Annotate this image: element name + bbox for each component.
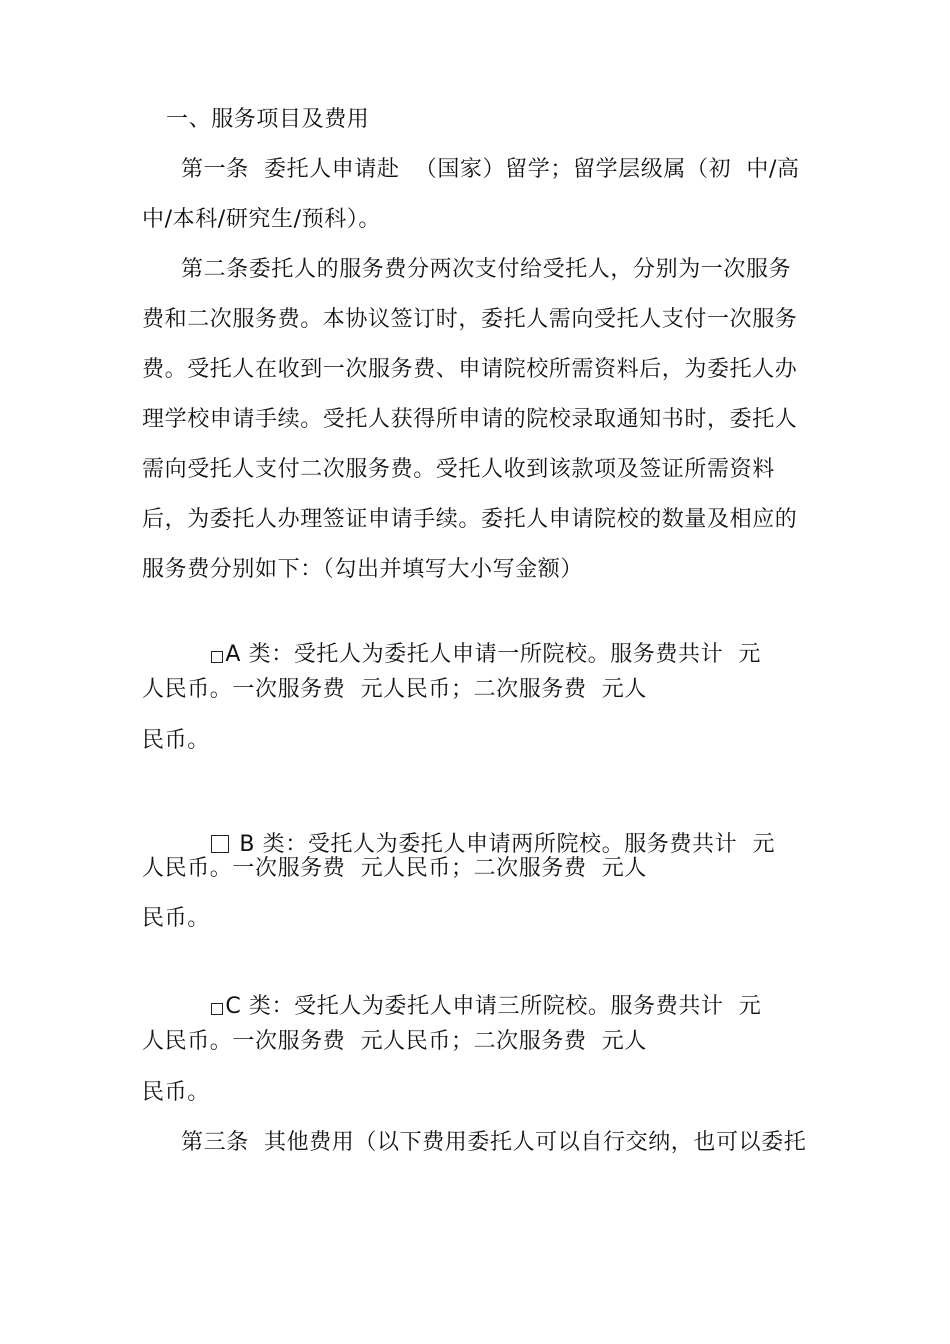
option-a-line-3: 民币。	[142, 728, 210, 753]
option-b-line-2: 人民币。一次服务费 元人民币；二次服务费 元人	[142, 856, 647, 881]
option-b-text: B 类：受托人为委托人申请两所院校。服务费共计 元	[239, 832, 776, 857]
option-c-line-2: 人民币。一次服务费 元人民币；二次服务费 元人	[142, 1029, 647, 1054]
article-3-line-1: 第三条 其他费用（以下费用委托人可以自行交纳，也可以委托	[181, 1130, 807, 1155]
article-2-line-6: 后，为委托人办理签证申请手续。委托人申请院校的数量及相应的	[142, 507, 798, 532]
article-2-line-4: 理学校申请手续。受托人获得所申请的院校录取通知书时，委托人	[142, 407, 798, 432]
option-b-checkbox[interactable]	[211, 835, 229, 853]
article-1-line-1: 第一条 委托人申请赴 （国家）留学；留学层级属（初 中/高	[181, 157, 800, 182]
option-b-line-3: 民币。	[142, 906, 210, 931]
option-c-checkbox[interactable]	[211, 1003, 223, 1015]
option-a-checkbox[interactable]	[211, 651, 223, 663]
option-c-line-3: 民币。	[142, 1080, 210, 1105]
article-2-line-1: 第二条委托人的服务费分两次支付给受托人，分别为一次服务	[181, 257, 792, 282]
article-2-line-7: 服务费分别如下：（勾出并填写大小写金额）	[142, 557, 584, 582]
option-c-text: C 类：受托人为委托人申请三所院校。服务费共计 元	[225, 994, 762, 1019]
article-2-line-3: 费。受托人在收到一次服务费、申请院校所需资料后，为委托人办	[142, 357, 798, 382]
article-2-line-5: 需向受托人支付二次服务费。受托人收到该款项及签证所需资料	[142, 457, 775, 482]
option-a-text: A 类：受托人为委托人申请一所院校。服务费共计 元	[225, 642, 762, 667]
article-2-line-2: 费和二次服务费。本协议签订时，委托人需向受托人支付一次服务	[142, 307, 798, 332]
article-1-line-2: 中/本科/研究生/预科）。	[142, 207, 382, 232]
section-heading: 一、服务项目及费用	[166, 107, 370, 132]
option-a-line-2: 人民币。一次服务费 元人民币；二次服务费 元人	[142, 677, 647, 702]
